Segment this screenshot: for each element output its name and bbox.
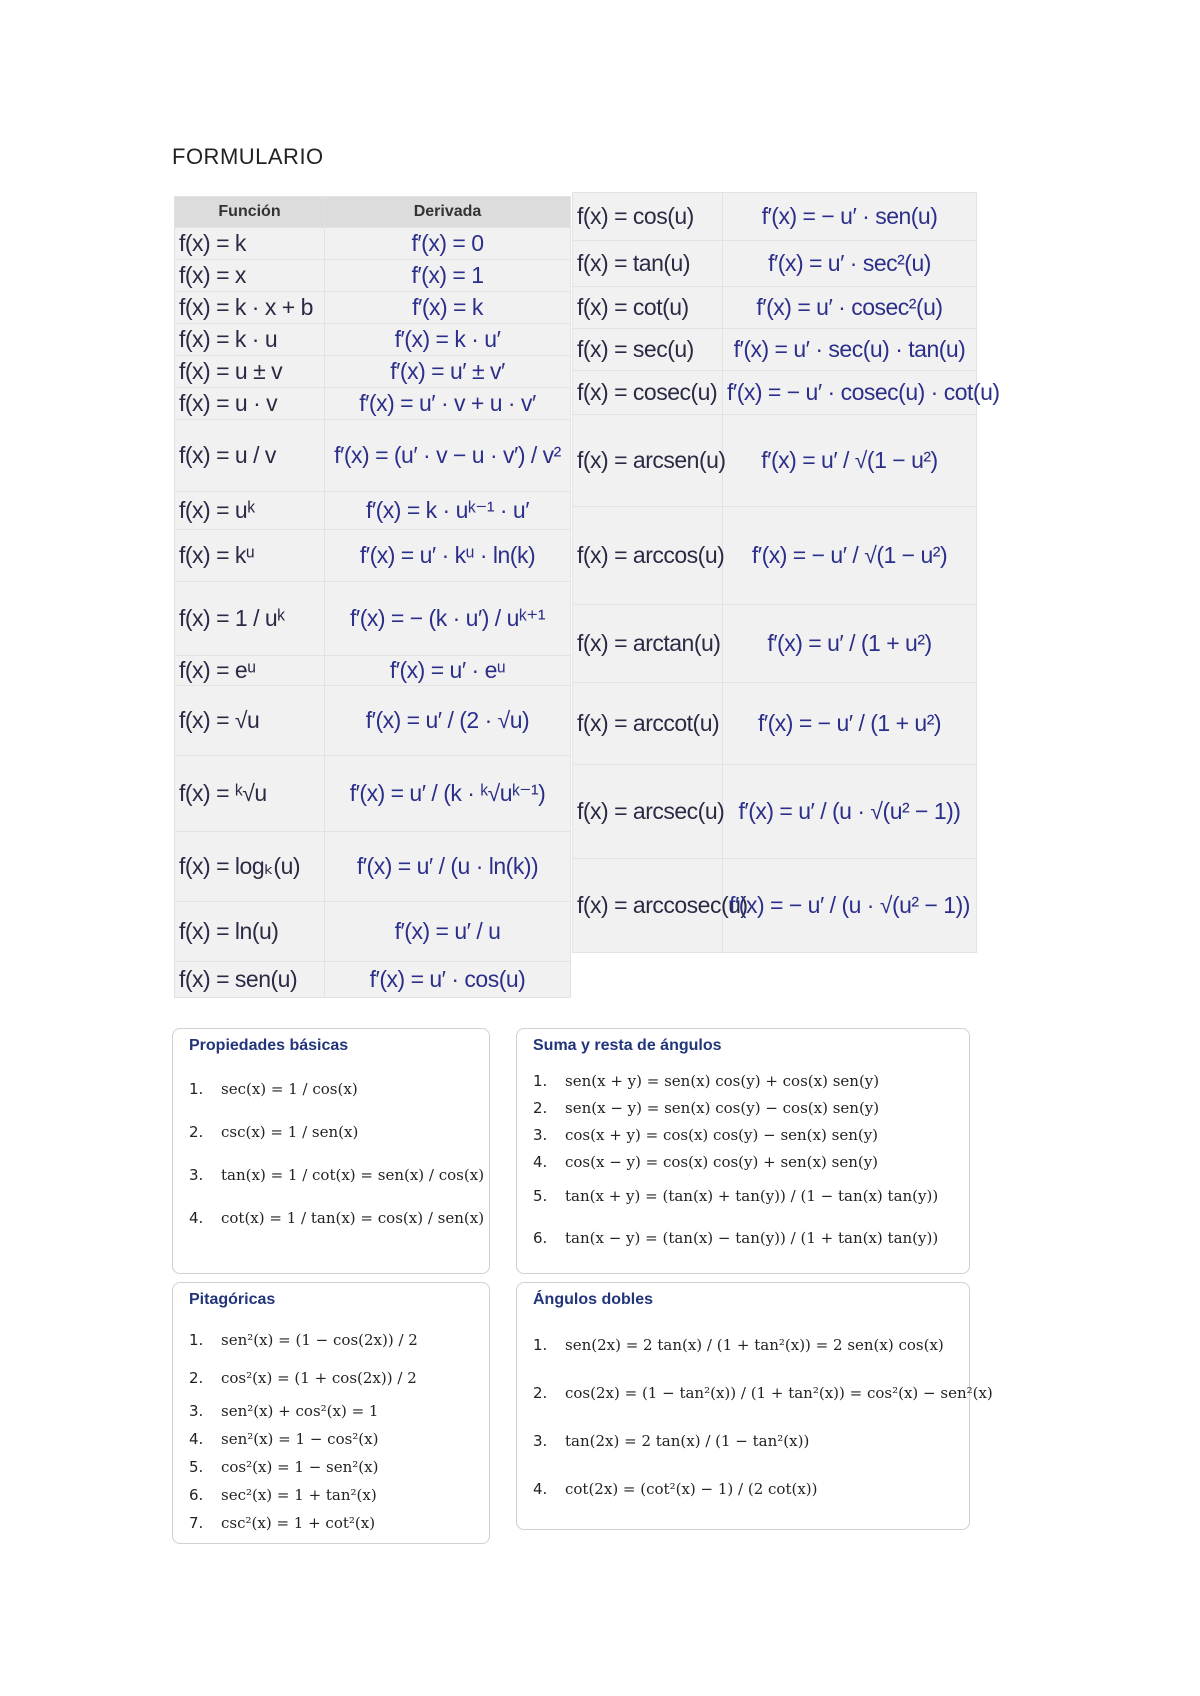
table-row — [573, 415, 977, 507]
formula: cos(x + y) = cos(x) cos(y) − sen(x) sen(y) — [565, 1125, 879, 1144]
formula: tan(2x) = 2 tan(x) / (1 − tan²(x)) — [565, 1432, 810, 1450]
derivative-cell: f′(x) = u′ / (k · ᵏ√uᵏ⁻¹) — [325, 756, 571, 832]
table-header-row — [175, 197, 571, 228]
list-item: 3. tan(x) = 1 / cot(x) = sen(x) / cos(x) — [189, 1165, 485, 1184]
list-item: 1. sen(2x) = 2 tan(x) / (1 + tan²(x)) = 2 sen(x) cos(x) — [533, 1336, 944, 1354]
formula: sen²(x) = 1 − cos²(x) — [221, 1430, 379, 1448]
formula: cot(2x) = (cot²(x) − 1) / (2 cot(x)) — [565, 1480, 818, 1498]
function-cell: f(x) = tan(u) — [573, 241, 723, 287]
list-item: 5. cos²(x) = 1 − sen²(x) — [189, 1458, 379, 1476]
pitagoricas-card — [172, 1282, 490, 1544]
table-row — [573, 371, 977, 415]
function-cell: f(x) = k · u — [175, 324, 325, 356]
derivatives-table-left — [174, 196, 571, 998]
list-item: 2. cos(2x) = (1 − tan²(x)) / (1 + tan²(x)) = cos²(x) − sen²(x) — [533, 1384, 993, 1402]
table-row — [573, 683, 977, 765]
formula: cos²(x) = 1 − sen²(x) — [221, 1458, 379, 1476]
formula-list — [189, 1321, 481, 1537]
table-row — [573, 241, 977, 287]
formula: tan(x + y) = (tan(x) + tan(y)) / (1 − tan(x) tan(y)) — [565, 1187, 939, 1205]
derivatives-table-right — [572, 192, 1000, 953]
propiedades-basicas-card — [172, 1028, 490, 1274]
list-item: 6. sec²(x) = 1 + tan²(x) — [189, 1486, 377, 1504]
table-row — [573, 605, 977, 683]
card-title: Propiedades básicas — [189, 1037, 349, 1054]
derivative-cell: f′(x) = u′ / u — [325, 902, 571, 962]
derivative-cell: f′(x) = u′ · sec²(u) — [723, 241, 977, 287]
column-header-derivada: Derivada — [325, 197, 571, 228]
list-item: 1. sen²(x) = (1 − cos(2x)) / 2 — [189, 1331, 418, 1349]
list-item: 7. csc²(x) = 1 + cot²(x) — [189, 1514, 376, 1532]
table-row — [175, 962, 571, 998]
derivative-cell: f′(x) = 1 — [325, 260, 571, 292]
function-cell: f(x) = k · x + b — [175, 292, 325, 324]
function-cell: f(x) = kᵘ — [175, 530, 325, 582]
table-row — [175, 388, 571, 420]
function-cell: f(x) = sec(u) — [573, 329, 723, 371]
derivative-cell: f′(x) = − (k · u′) / uᵏ⁺¹ — [325, 582, 571, 656]
formula: sec²(x) = 1 + tan²(x) — [221, 1486, 377, 1504]
formula: sen²(x) = (1 − cos(2x)) / 2 — [221, 1331, 418, 1349]
table-row — [573, 507, 977, 605]
formula: csc(x) = 1 / sen(x) — [221, 1122, 359, 1141]
function-cell: f(x) = u ± v — [175, 356, 325, 388]
formula: sec(x) = 1 / cos(x) — [221, 1079, 358, 1098]
derivative-cell: f′(x) = − u′ / (u · √(u² − 1)) — [723, 859, 977, 953]
derivative-cell: f′(x) = u′ / (u · ln(k)) — [325, 832, 571, 902]
list-item: 6. tan(x − y) = (tan(x) − tan(y)) / (1 + tan(x) tan(y)) — [533, 1229, 939, 1247]
function-cell: f(x) = eᵘ — [175, 656, 325, 686]
function-cell: f(x) = k — [175, 228, 325, 260]
list-item: 4. cos(x − y) = cos(x) cos(y) + sen(x) sen(y) — [533, 1152, 879, 1171]
derivative-cell: f′(x) = u′ · cos(u) — [325, 962, 571, 998]
formula-list — [533, 1067, 961, 1259]
formula: cos²(x) = (1 + cos(2x)) / 2 — [221, 1369, 417, 1387]
formula: csc²(x) = 1 + cot²(x) — [221, 1514, 376, 1532]
function-cell: f(x) = u · v — [175, 388, 325, 420]
formula: cos(x − y) = cos(x) cos(y) + sen(x) sen(y) — [565, 1152, 879, 1171]
list-item: 2. csc(x) = 1 / sen(x) — [189, 1122, 359, 1141]
formula: cot(x) = 1 / tan(x) = cos(x) / sen(x) — [221, 1208, 485, 1227]
derivative-cell: f′(x) = u′ / (2 · √u) — [325, 686, 571, 756]
function-cell: f(x) = √u — [175, 686, 325, 756]
derivative-cell: f′(x) = u′ / (1 + u²) — [723, 605, 977, 683]
list-item: 4. sen²(x) = 1 − cos²(x) — [189, 1430, 379, 1448]
list-item: 4. cot(x) = 1 / tan(x) = cos(x) / sen(x) — [189, 1208, 485, 1227]
formula: tan(x) = 1 / cot(x) = sen(x) / cos(x) — [221, 1165, 485, 1184]
derivative-cell: f′(x) = u′ · cosec²(u) — [723, 287, 977, 329]
table-row — [573, 287, 977, 329]
function-cell: f(x) = cosec(u) — [573, 371, 723, 415]
column-header-funcion: Función — [175, 197, 325, 228]
derivative-cell: f′(x) = k — [325, 292, 571, 324]
function-cell: f(x) = arccot(u) — [573, 683, 723, 765]
table-row — [175, 420, 571, 492]
derivative-cell: f′(x) = − u′ / √(1 − u²) — [723, 507, 977, 605]
table-row — [175, 356, 571, 388]
function-cell: f(x) = arctan(u) — [573, 605, 723, 683]
list-item: 2. sen(x − y) = sen(x) cos(y) − cos(x) sen(y) — [533, 1098, 880, 1117]
function-cell: f(x) = sen(u) — [175, 962, 325, 998]
table-row — [175, 228, 571, 260]
function-cell: f(x) = u / v — [175, 420, 325, 492]
angulos-dobles-card — [516, 1282, 993, 1530]
table-row — [175, 756, 571, 832]
formula: sen(x + y) = sen(x) cos(y) + cos(x) sen(y) — [565, 1071, 880, 1090]
derivative-cell: f′(x) = k · uᵏ⁻¹ · u′ — [325, 492, 571, 530]
card-title: Ángulos dobles — [533, 1291, 653, 1308]
function-cell: f(x) = logₖ(u) — [175, 832, 325, 902]
table-row — [175, 530, 571, 582]
table-row — [573, 329, 977, 371]
function-cell: f(x) = ln(u) — [175, 902, 325, 962]
card-title: Suma y resta de ángulos — [533, 1037, 722, 1054]
formula-list — [189, 1067, 485, 1239]
table-row — [175, 324, 571, 356]
table-row — [175, 582, 571, 656]
function-cell: f(x) = 1 / uᵏ — [175, 582, 325, 656]
table-row — [175, 902, 571, 962]
table-row — [573, 765, 977, 859]
derivative-cell: f′(x) = − u′ / (1 + u²) — [723, 683, 977, 765]
derivative-cell: f′(x) = u′ · sec(u) · tan(u) — [723, 329, 977, 371]
list-item: 1. sec(x) = 1 / cos(x) — [189, 1079, 358, 1098]
formula: sen(2x) = 2 tan(x) / (1 + tan²(x)) = 2 sen(x) cos(x) — [565, 1336, 944, 1354]
page-title: FORMULARIO — [172, 144, 324, 169]
derivative-cell: f′(x) = 0 — [325, 228, 571, 260]
function-cell: f(x) = arcsen(u) — [573, 415, 723, 507]
derivative-cell: f′(x) = − u′ · sen(u) — [723, 193, 977, 241]
list-item: 1. sen(x + y) = sen(x) cos(y) + cos(x) sen(y) — [533, 1071, 880, 1090]
list-item: 2. cos²(x) = (1 + cos(2x)) / 2 — [189, 1369, 417, 1387]
derivative-cell: f′(x) = − u′ · cosec(u) · cot(u) — [723, 371, 977, 415]
formula: cos(2x) = (1 − tan²(x)) / (1 + tan²(x)) = cos²(x) − sen²(x) — [565, 1384, 993, 1402]
derivative-cell: f′(x) = u′ · kᵘ · ln(k) — [325, 530, 571, 582]
derivative-cell: f′(x) = k · u′ — [325, 324, 571, 356]
table-row — [175, 260, 571, 292]
function-cell: f(x) = ᵏ√u — [175, 756, 325, 832]
list-item: 3. sen²(x) + cos²(x) = 1 — [189, 1402, 379, 1420]
derivative-cell: f′(x) = (u′ · v − u · v′) / v² — [325, 420, 571, 492]
table-row — [175, 492, 571, 530]
table-row — [175, 292, 571, 324]
formula: sen(x − y) = sen(x) cos(y) − cos(x) sen(y) — [565, 1098, 880, 1117]
function-cell: f(x) = uᵏ — [175, 492, 325, 530]
function-cell: f(x) = arcsec(u) — [573, 765, 723, 859]
list-item: 5. tan(x + y) = (tan(x) + tan(y)) / (1 − tan(x) tan(y)) — [533, 1187, 939, 1205]
formula: sen²(x) + cos²(x) = 1 — [221, 1402, 379, 1420]
list-item: 3. cos(x + y) = cos(x) cos(y) − sen(x) sen(y) — [533, 1125, 879, 1144]
function-cell: f(x) = cot(u) — [573, 287, 723, 329]
derivative-cell: f′(x) = u′ / √(1 − u²) — [723, 415, 977, 507]
table-row — [175, 832, 571, 902]
function-cell: f(x) = x — [175, 260, 325, 292]
table-row — [573, 193, 977, 241]
function-cell: f(x) = cos(u) — [573, 193, 723, 241]
formula: tan(x − y) = (tan(x) − tan(y)) / (1 + tan(x) tan(y)) — [565, 1229, 939, 1247]
formula-list — [533, 1321, 993, 1513]
derivative-cell: f′(x) = u′ ± v′ — [325, 356, 571, 388]
derivative-cell: f′(x) = u′ · v + u · v′ — [325, 388, 571, 420]
card-title: Pitagóricas — [189, 1291, 276, 1308]
list-item: 4. cot(2x) = (cot²(x) − 1) / (2 cot(x)) — [533, 1480, 818, 1498]
table-row — [175, 686, 571, 756]
derivative-cell: f′(x) = u′ · eᵘ — [325, 656, 571, 686]
function-cell: f(x) = arccos(u) — [573, 507, 723, 605]
suma-resta-card — [516, 1028, 970, 1274]
table-row — [175, 656, 571, 686]
table-row — [573, 859, 977, 953]
function-cell: f(x) = arccosec(u) — [573, 859, 723, 953]
derivative-cell: f′(x) = u′ / (u · √(u² − 1)) — [723, 765, 977, 859]
list-item: 3. tan(2x) = 2 tan(x) / (1 − tan²(x)) — [533, 1432, 810, 1450]
